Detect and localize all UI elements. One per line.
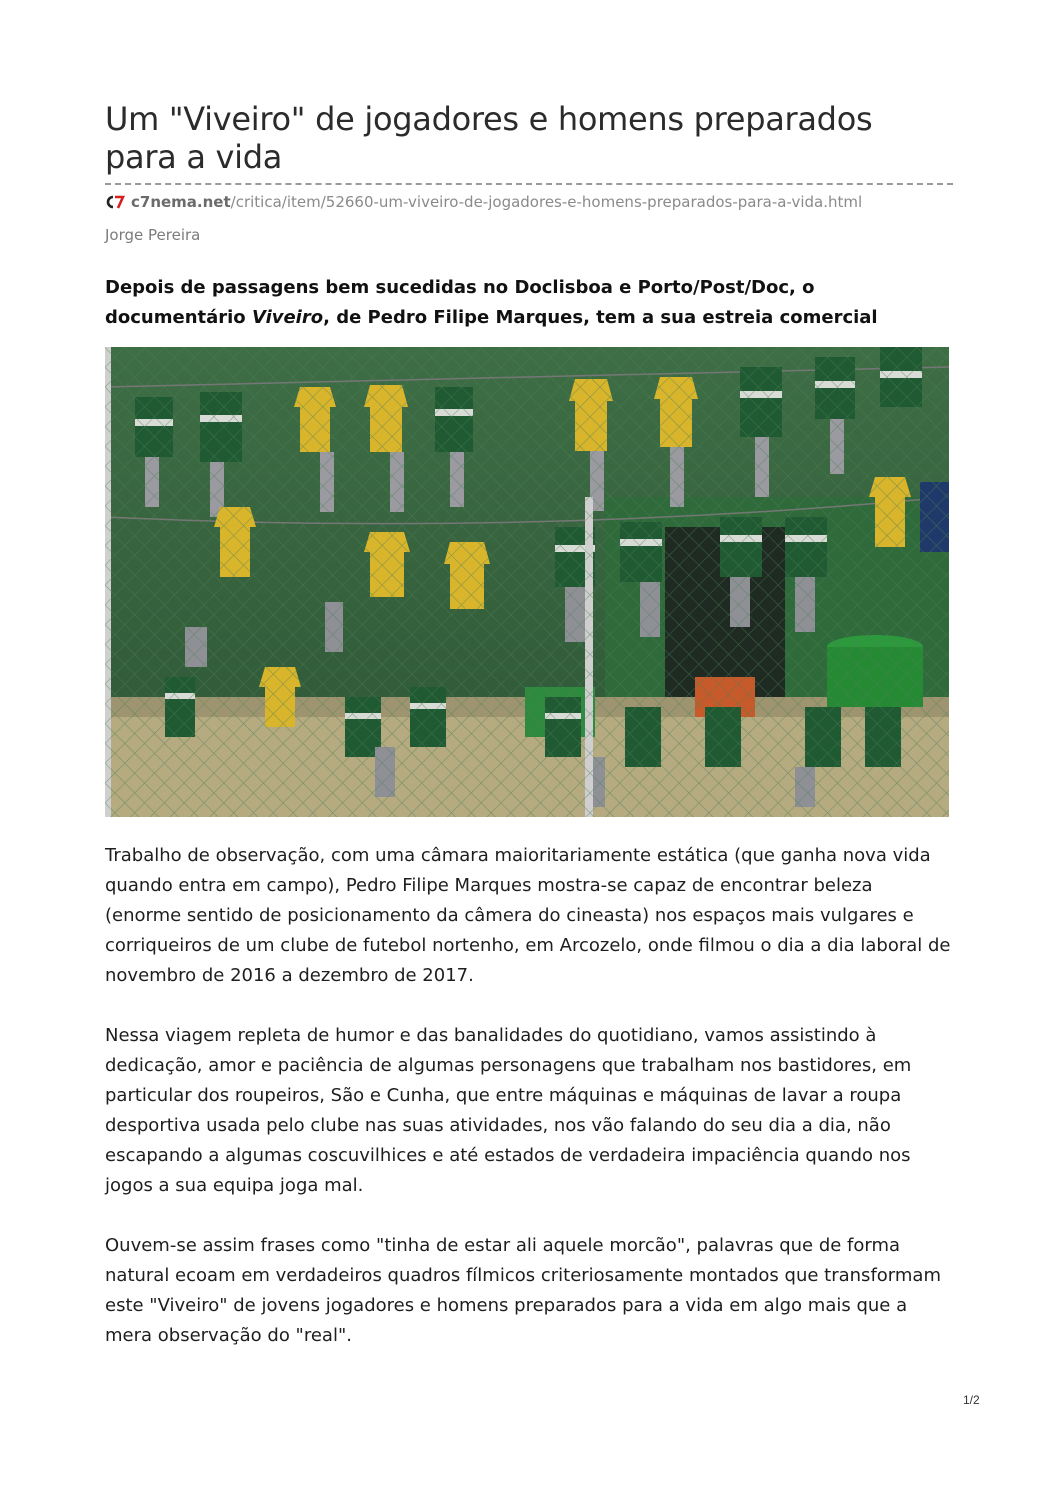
c7nema-logo-icon <box>105 194 125 210</box>
page-number: 1/2 <box>963 1393 980 1407</box>
lead-text-start: Depois de passagens bem sucedidas no Doclisboa e Porto/Post/Doc, o documentário <box>105 277 815 328</box>
source-line <box>105 191 953 213</box>
source-domain-link[interactable]: c7nema.net <box>131 193 231 211</box>
article-page <box>105 100 953 1351</box>
body-paragraph-3: Ouvem-se assim frases como "tinha de estar ali aquele morcão", palavras que de forma natural ecoam em verdadeiros quadros fílmicos criteriosamente montados que transformam este "Viveiro" de jovens jogadores e homens preparados para a vida em algo mais que a mera observação do "real". <box>105 1235 941 1346</box>
author-name: Jorge Pereira <box>105 226 201 244</box>
source-path-link[interactable]: /critica/item/52660-um-viveiro-de-jogadores-e-homens-preparados-para-a-vida.html <box>230 193 863 211</box>
title-divider <box>105 183 953 185</box>
lead-film-title: Viveiro <box>251 307 324 328</box>
lead-paragraph <box>105 273 953 333</box>
article-title: Um "Viveiro" de jogadores e homens preparados para a vida <box>105 100 873 176</box>
lead-text-end: , de Pedro Filipe Marques, tem a sua estreia comercial <box>323 307 878 328</box>
body-paragraph-1: Trabalho de observação, com uma câmara maioritariamente estática (que ganha nova vida quando entra em campo), Pedro Filipe Marques mostra-se capaz de encontrar beleza (enorme sentido de posicionamento da câmera do cineasta) nos espaços mais vulgares e corriqueiros de um clube de futebol nortenho, em Arcozelo, onde filmou o dia a dia laboral de novembro de 2016 a dezembro de 2017. <box>105 845 951 986</box>
body-paragraph-2: Nessa viagem repleta de humor e das banalidades do quotidiano, vamos assistindo à dedicação, amor e paciência de algumas personagens que trabalham nos bastidores, em particular dos roupeiros, São e Cunha, que entre máquinas e máquinas de lavar a roupa desportiva usada pelo clube nas suas atividades, nos vão falando do seu dia a dia, não escapando a algumas coscuvilhices e até estados de verdadeira impaciência quando nos jogos a sua equipa joga mal. <box>105 1025 912 1196</box>
article-photo <box>105 347 949 817</box>
